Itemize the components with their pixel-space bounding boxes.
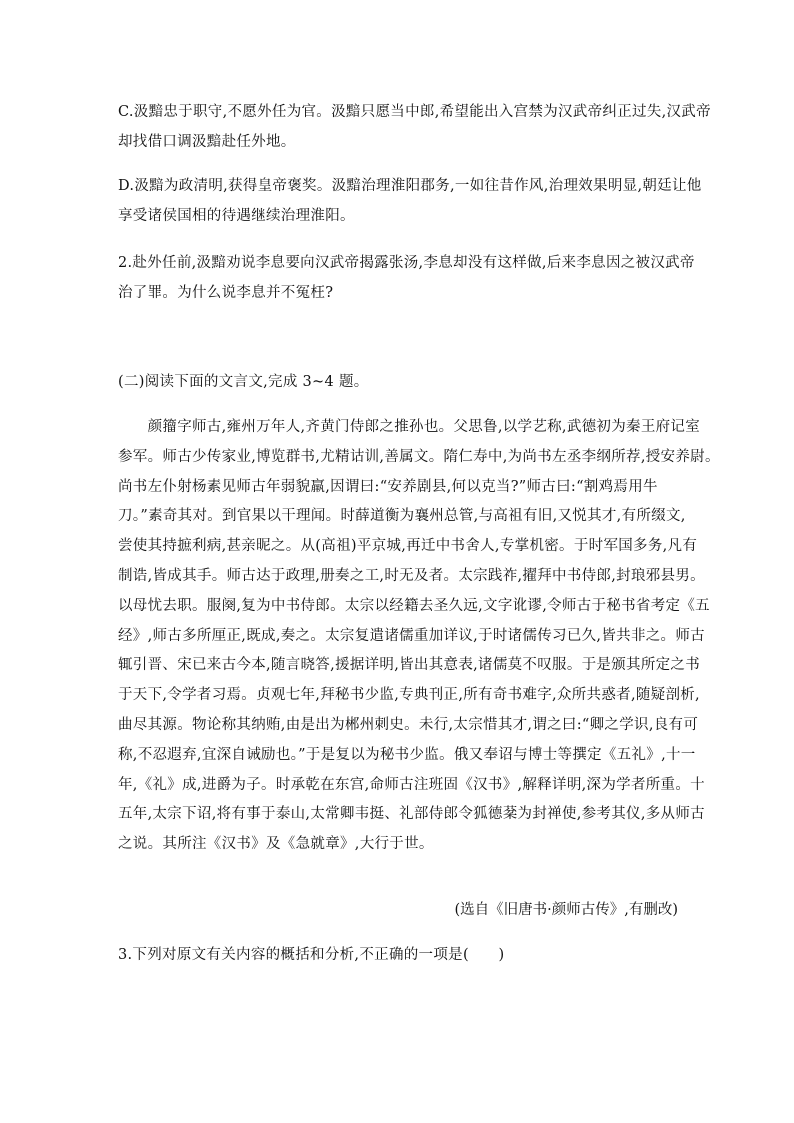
- passage-line-10: 于天下,令学者习焉。贞观七年,拜秘书少监,专典刊正,所有奇书难字,众所共惑者,随疑剖析,: [118, 687, 700, 704]
- question-2-line-2: 治了罪。为什么说李息并不冤枉?: [118, 284, 334, 301]
- passage-line-1: 颜籀字师古,雍州万年人,齐黄门侍郎之推孙也。父思鲁,以学艺称,武德初为秦王府记室: [118, 419, 701, 435]
- section-2-heading-text: (二)阅读下面的文言文,完成 3~4 题。: [118, 374, 369, 390]
- option-c-line-2: 却找借口调汲黯赴任外地。: [118, 133, 296, 150]
- passage-line-6: 制诰,皆成其手。师古达于政理,册奏之工,时无及者。太宗践祚,擢拜中书侍郎,封琅邪县男。: [118, 567, 705, 584]
- section-2-heading: [118, 368, 684, 398]
- passage-line-15: 之说。其所注《汉书》及《急就章》,大行于世。: [118, 836, 434, 853]
- option-c-line-1: C.汲黯忠于职守,不愿外任为官。汲黯只愿当中郎,希望能出入宫禁为汉武帝纠正过失,汉武帝: [118, 104, 711, 120]
- passage-line-9: 辄引晋、宋已来古今本,随言晓答,援据详明,皆出其意表,诸儒莫不叹服。于是颁其所定之书: [118, 657, 701, 674]
- passage-line-5: 尝使其持摭利病,甚亲昵之。从(高祖)平京城,再迁中书舍人,专掌机密。于时军国多务,凡有: [118, 538, 698, 555]
- option-d-line-1: D.汲黯为政清明,获得皇帝褒奖。汲黯治理淮阳郡务,一如往昔作风,治理效果明显,朝廷让他: [118, 178, 702, 194]
- option-d-line-2: 享受诸侯国相的待遇继续治理淮阳。: [118, 207, 355, 224]
- passage-source: (选自《旧唐书·颜师古传》,有删改): [454, 902, 678, 918]
- question-2-line-1: 2.赴外任前,汲黯劝说李息要向汉武帝揭露张汤,李息却没有这样做,后来李息因之被汉武帝: [118, 255, 695, 271]
- passage-line-2: 参军。师古少传家业,博览群书,尤精诂训,善属文。隋仁寿中,为尚书左丞李纲所荐,授安养尉。: [118, 448, 720, 465]
- option-c: [118, 98, 711, 157]
- classical-passage: [118, 413, 720, 860]
- option-d: [118, 172, 702, 231]
- passage-line-8: 经》,师古多所厘正,既成,奏之。太宗复遣诸儒重加详议,于时诸儒传习已久,皆共非之。师古: [118, 627, 705, 644]
- question-2: [118, 249, 695, 308]
- question-3-text: 3.下列对原文有关内容的概括和分析,不正确的一项是( ): [118, 947, 505, 963]
- passage-line-14: 五年,太宗下诏,将有事于泰山,太常卿韦挺、礼部侍郎令狐德棻为封禅使,参考其仪,多从师古: [118, 806, 705, 823]
- passage-line-4: 刀。”素奇其对。到官果以干理闻。时薛道衡为襄州总管,与高祖有旧,又悦其才,有所缀文,: [118, 508, 686, 525]
- passage-line-12: 称,不忍遐弃,宜深自诫励也。”于是复以为秘书少监。俄又奉诏与博士等撰定《五礼》,十一: [118, 746, 696, 763]
- passage-line-7: 以母忧去职。服阕,复为中书侍郎。太宗以经籍去圣久远,文字讹谬,令师古于秘书省考定《五: [118, 597, 710, 614]
- passage-line-13: 年,《礼》成,进爵为子。时承乾在东宫,命师古注班固《汉书》,解释详明,深为学者所重。十: [118, 776, 705, 793]
- passage-line-3: 尚书左仆射杨素见师古年弱貌羸,因谓曰:“安养剧县,何以克当?”师古曰:“割鸡焉用牛: [118, 478, 658, 495]
- passage-line-11: 曲尽其源。物论称其纳贿,由是出为郴州刺史。未行,太宗惜其才,谓之曰:“卿之学识,良有可: [118, 716, 699, 733]
- question-3: [118, 941, 684, 971]
